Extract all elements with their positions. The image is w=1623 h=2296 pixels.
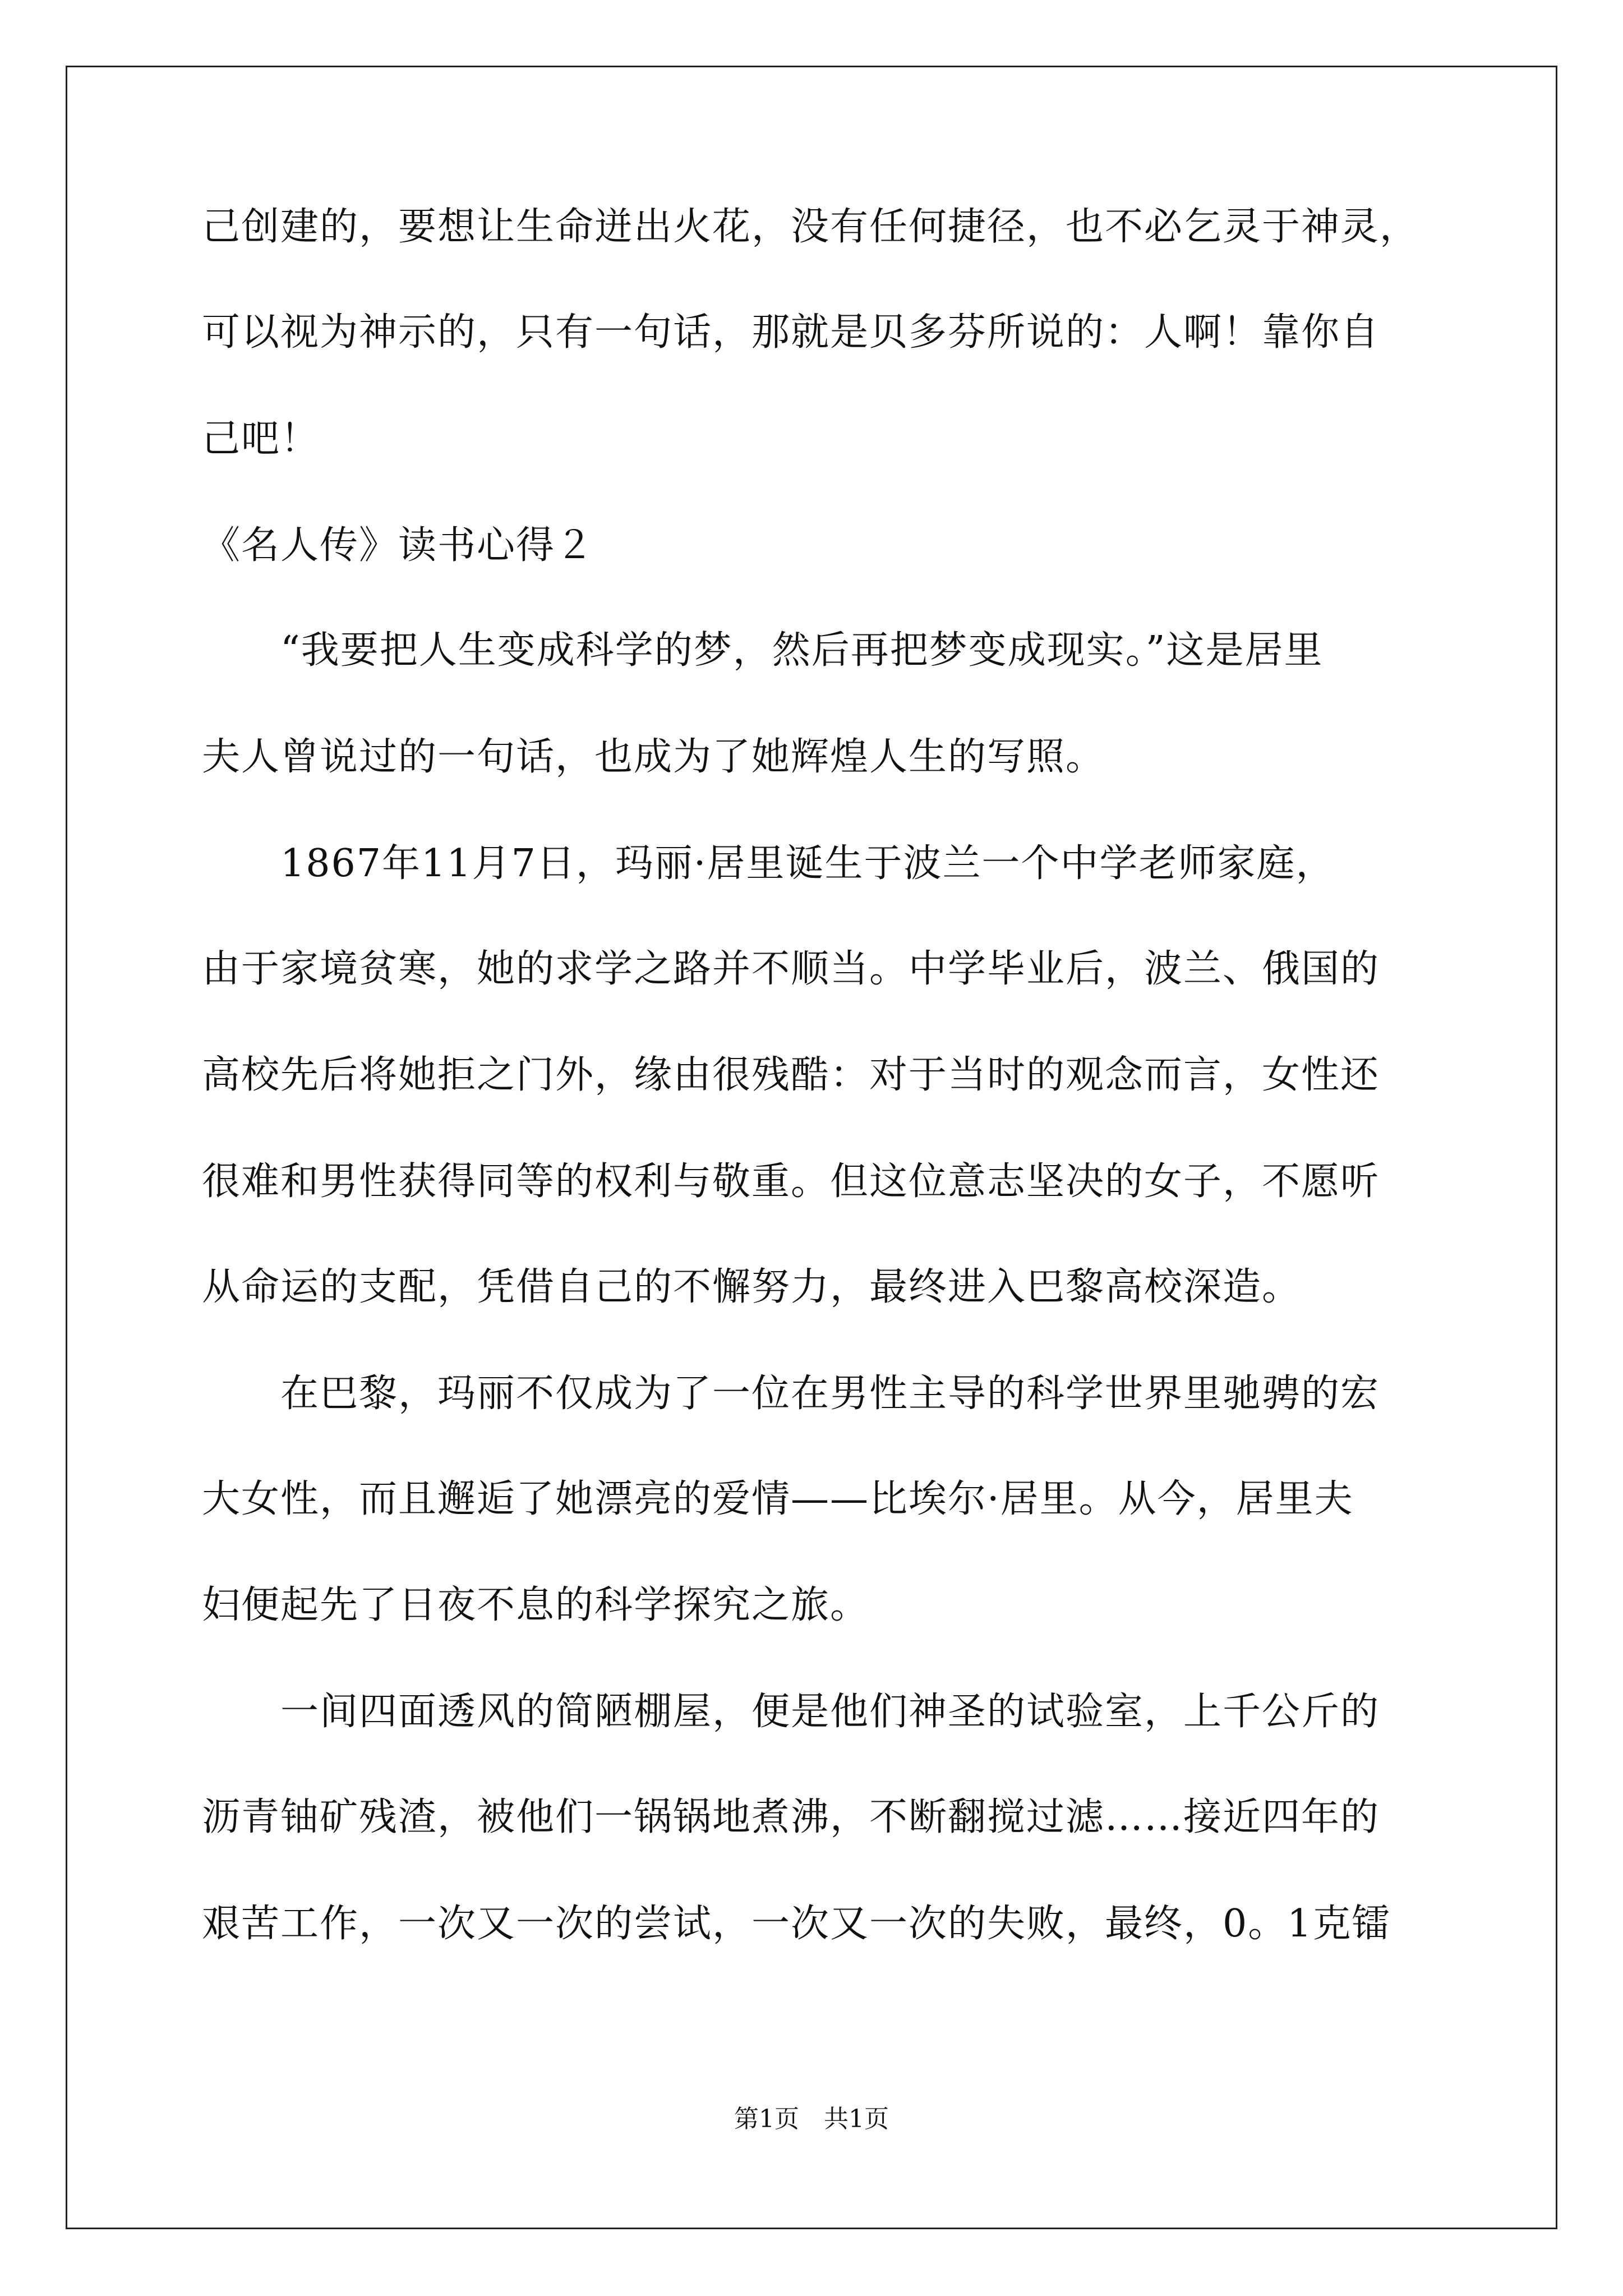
section-heading: 《名人传》读书心得２: [202, 523, 595, 568]
text-line: 己吧！: [202, 417, 320, 461]
text-line: 高校先后将她拒之门外，缘由很残酷：对于当时的观念而言，女性还: [202, 1053, 1380, 1097]
text-line: 很难和男性获得同等的权利与敬重。但这位意志坚决的女子，不愿听: [202, 1159, 1380, 1204]
text-line: 沥青铀矿残渣，被他们一锅锅地煮沸，不断翻搅过滤……接近四年的: [202, 1795, 1380, 1839]
text-line: 可以视为神示的，只有一句话，那就是贝多芬所说的：人啊！靠你自: [202, 310, 1380, 355]
text-line: 1867年11月7日，玛丽·居里诞生于波兰一个中学老师家庭，: [202, 841, 1335, 886]
text-line: 夫人曾说过的一句话，也成为了她辉煌人生的写照。: [202, 735, 1105, 779]
text-line: 己创建的，要想让生命迸出火花，没有任何捷径，也不必乞灵于神灵，: [202, 205, 1419, 249]
text-line: 一间四面透风的简陋棚屋，便是他们神圣的试验室，上千公斤的: [202, 1690, 1380, 1734]
page-footer: 第1页 共1页: [734, 2105, 889, 2133]
text-line: 艰苦工作，一次又一次的尝试，一次又一次的失败，最终，0。1克镭: [202, 1902, 1391, 1946]
text-line: “我要把人生变成科学的梦，然后再把梦变成现实。”这是居里: [202, 628, 1324, 673]
text-line: 妇便起先了日夜不息的科学探究之旅。: [202, 1583, 870, 1627]
text-line: 从命运的支配，凭借自己的不懈努力，最终进入巴黎高校深造。: [202, 1265, 1302, 1309]
text-line: 大女性，而且邂逅了她漂亮的爱情——比埃尔·居里。从今，居里夫: [202, 1477, 1354, 1521]
text-line: 由于家境贫寒，她的求学之路并不顺当。中学毕业后，波兰、俄国的: [202, 947, 1380, 991]
text-line: 在巴黎，玛丽不仅成为了一位在男性主导的科学世界里驰骋的宏: [202, 1372, 1380, 1416]
